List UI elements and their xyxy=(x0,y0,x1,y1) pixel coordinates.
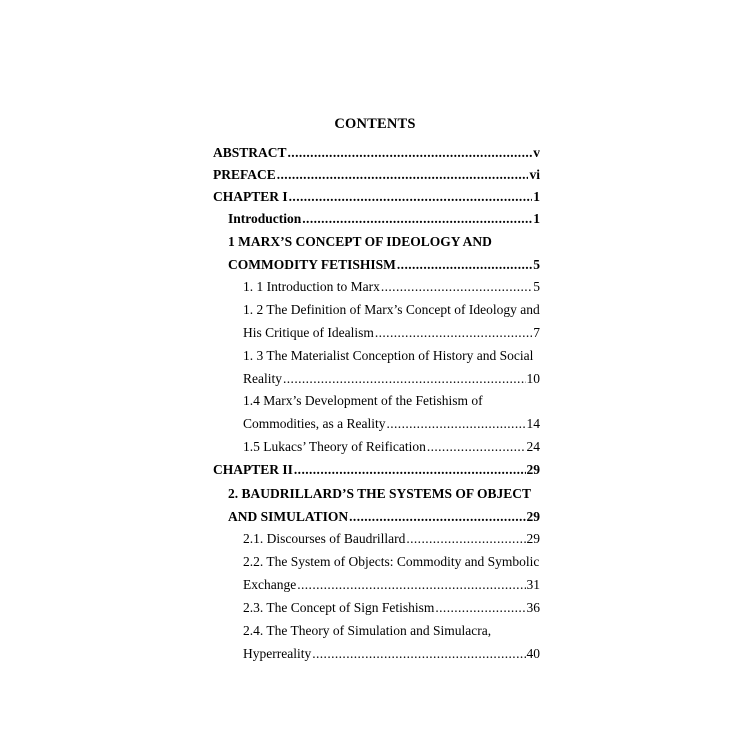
toc-page-number: v xyxy=(533,145,540,160)
toc-entry-section-1-line1[interactable]: 1 MARX’S CONCEPT OF IDEOLOGY AND xyxy=(228,234,492,249)
dot-leader xyxy=(289,186,533,208)
toc-entry-chapter-2[interactable] xyxy=(213,459,540,481)
toc-entry-title: Hyperreality xyxy=(243,646,312,661)
toc-entry-title: CHAPTER II xyxy=(213,462,293,477)
toc-page-number: 7 xyxy=(533,325,540,340)
toc-entry-title: Reality xyxy=(243,371,282,386)
toc-entry-1-3[interactable] xyxy=(243,368,540,390)
toc-entry-title: CHAPTER I xyxy=(213,189,288,204)
dot-leader xyxy=(349,506,525,528)
toc-entry-2-2[interactable] xyxy=(243,574,540,596)
toc-entry-2-4-line1[interactable]: 2.4. The Theory of Simulation and Simulacra, xyxy=(243,623,492,638)
dot-leader xyxy=(294,459,526,481)
toc-entry-1-5[interactable] xyxy=(243,436,540,458)
toc-entry-title: Commodities, as a Reality xyxy=(243,416,386,431)
toc-entry-title: ABSTRACT xyxy=(213,145,287,160)
dot-leader xyxy=(427,436,526,458)
dot-leader xyxy=(277,164,529,186)
toc-entry-title: Exchange xyxy=(243,577,297,592)
toc-page-number: 31 xyxy=(526,577,540,592)
toc-entry-title: 2.3. The Concept of Sign Fetishism xyxy=(243,600,435,615)
toc-entry-title: PREFACE xyxy=(213,167,276,182)
toc-entry-1-3-line1[interactable]: 1. 3 The Materialist Conception of History and Social xyxy=(243,348,534,363)
toc-page-number: 5 xyxy=(533,257,540,272)
toc-entry-title: His Critique of Idealism xyxy=(243,325,374,340)
dot-leader xyxy=(375,322,532,344)
toc-entry-section-1[interactable] xyxy=(228,254,540,276)
toc-entry-2-2-line1[interactable]: 2.2. The System of Objects: Commodity and Symbolic xyxy=(243,554,540,569)
toc-entry-abstract[interactable] xyxy=(213,142,540,164)
toc-page-number: 1 xyxy=(533,189,540,204)
toc-entry-2-1[interactable] xyxy=(243,528,540,550)
dot-leader xyxy=(288,142,533,164)
toc-page-number: 29 xyxy=(526,509,540,524)
toc-entry-preface[interactable] xyxy=(213,164,540,186)
toc-page-number: 10 xyxy=(526,371,540,386)
toc-entry-2-3[interactable] xyxy=(243,597,540,619)
toc-entry-1-4[interactable] xyxy=(243,413,540,435)
toc-page-number: 14 xyxy=(526,416,540,431)
dot-leader xyxy=(386,413,525,435)
toc-entry-title: Introduction xyxy=(228,211,302,226)
toc-entry-title: AND SIMULATION xyxy=(228,509,349,524)
toc-entry-title: 1.5 Lukacs’ Theory of Reification xyxy=(243,439,426,454)
toc-page-number: 36 xyxy=(526,600,540,615)
dot-leader xyxy=(312,643,525,665)
toc-entry-title: 1. 1 Introduction to Marx xyxy=(243,279,380,294)
toc-entry-1-4-line1[interactable]: 1.4 Marx’s Development of the Fetishism of xyxy=(243,393,483,408)
toc-entry-introduction[interactable] xyxy=(228,208,540,230)
contents-title: CONTENTS xyxy=(334,116,416,132)
toc-page-number: 29 xyxy=(526,462,540,477)
dot-leader xyxy=(297,574,525,596)
dot-leader xyxy=(381,276,532,298)
toc-entry-1-2[interactable] xyxy=(243,322,540,344)
toc-page-number: 24 xyxy=(526,439,540,454)
toc-entry-title: 2.1. Discourses of Baudrillard xyxy=(243,531,406,546)
dot-leader xyxy=(435,597,525,619)
toc-entry-1-1[interactable] xyxy=(243,276,540,298)
toc-entry-title: COMMODITY FETISHISM xyxy=(228,257,396,272)
toc-entry-section-2[interactable] xyxy=(228,506,540,528)
toc-page-number: vi xyxy=(529,167,540,182)
toc-page-number: 29 xyxy=(526,531,540,546)
toc-entry-2-4[interactable] xyxy=(243,643,540,665)
dot-leader xyxy=(302,208,532,230)
toc-entry-1-2-line1[interactable]: 1. 2 The Definition of Marx’s Concept of Ideology and xyxy=(243,302,540,317)
dot-leader xyxy=(406,528,525,550)
toc-entry-section-2-line1[interactable]: 2. BAUDRILLARD’S THE SYSTEMS OF OBJECT xyxy=(228,486,532,501)
toc-page-number: 5 xyxy=(533,279,540,294)
toc-page-number: 1 xyxy=(533,211,540,226)
dot-leader xyxy=(283,368,526,390)
dot-leader xyxy=(397,254,532,276)
toc-entry-chapter-1[interactable] xyxy=(213,186,540,208)
toc-page-number: 40 xyxy=(526,646,540,661)
